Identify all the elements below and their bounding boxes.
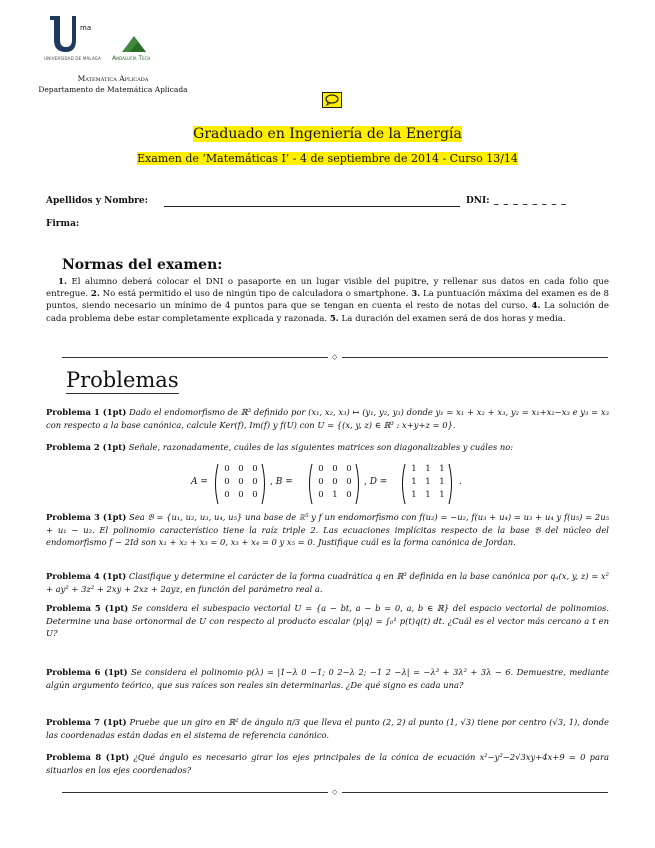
degree-title-row xyxy=(0,126,655,142)
matrices-row xyxy=(0,462,655,506)
matrix-b-cell: 1 xyxy=(332,490,338,500)
exam-title: Examen de ‘Matemáticas I’ - 4 de septiembre de 2014 - Curso 13/14 xyxy=(137,152,518,165)
problems-heading: Problemas xyxy=(66,368,179,392)
rules-text xyxy=(46,276,609,325)
matrix-d-cell: 1 xyxy=(439,477,445,487)
rule-num-2: 2. xyxy=(90,289,100,300)
matrix-b-cell: 0 xyxy=(346,464,352,474)
separator-bottom xyxy=(62,788,608,796)
matrix-a-cell: 0 xyxy=(252,477,258,487)
problem-2-label: Problema 2 (1pt) xyxy=(46,442,127,452)
matrices-end: . xyxy=(459,477,462,487)
matrix-d-label: , D = xyxy=(364,477,388,487)
matrix-d xyxy=(399,462,455,506)
separator-glyph-bottom: ◇ xyxy=(332,788,338,796)
separator-top xyxy=(62,353,608,361)
signature-label: Firma: xyxy=(46,219,80,229)
problem-5 xyxy=(46,602,609,640)
matrix-a-cell: 0 xyxy=(224,464,230,474)
matrix-b-cell: 0 xyxy=(346,490,352,500)
exam-title-row xyxy=(0,152,655,165)
problem-1 xyxy=(46,406,609,431)
separator-glyph: ◇ xyxy=(332,353,338,361)
matrix-a-cell: 0 xyxy=(238,490,244,500)
rule-5: La duración del examen será de dos horas y media. xyxy=(338,313,566,324)
matrix-d-cell: 1 xyxy=(425,490,431,500)
name-label: Apellidos y Nombre: xyxy=(46,196,148,206)
matrix-b-label: , B = xyxy=(270,477,293,487)
comment-note-icon[interactable] xyxy=(322,92,342,108)
problem-5-label: Problema 5 (1pt) xyxy=(46,603,129,613)
rule-num-3: 3. xyxy=(411,289,421,300)
problem-5-text: Se considera el subespacio vectorial U = {a − bt, a − b = 0, a, b ∈ ℝ} del espacio vectorial de polinomios. Determine una base ortonormal de U con respecto al producto escalar ⟨p|q⟩ = ∫₀¹ p(t)q(t) dt. ¿Cuál es el vector más cercano a t en U? xyxy=(46,603,609,639)
matrix-d-cell: 1 xyxy=(425,477,431,487)
matrix-d-cell: 1 xyxy=(439,464,445,474)
matrix-b-cell: 0 xyxy=(346,477,352,487)
matrix-d-cell: 1 xyxy=(411,477,417,487)
problem-4-label: Problema 4 (1pt) xyxy=(46,571,127,581)
uma-logo-label: ma xyxy=(80,24,92,32)
matrix-b-cell: 0 xyxy=(318,490,324,500)
problem-2 xyxy=(46,441,609,454)
rules-heading: Normas del examen: xyxy=(62,257,223,273)
dni-blanks[interactable]: _ _ _ _ _ _ _ _ xyxy=(494,196,567,206)
matrix-a-cell: 0 xyxy=(224,490,230,500)
matrix-b xyxy=(306,462,362,506)
problem-1-text: Dado el endomorfismo de ℝ³ definido por (x₁, x₂, x₃) ↦ (y₁, y₂, y₃) donde y₁ = x₁ + x₂ + x₃, y₂ = x₁+x₂−x₃ e y₃ = x₃ con respecto a la base canónica, calcule Ker(f), Im(f) y f(U) con U = {(x, y, z) ∈ ℝ³ : x+y+z = 0}. xyxy=(46,407,609,430)
matrix-b-cell: 0 xyxy=(332,477,338,487)
matrix-d-cell: 1 xyxy=(425,464,431,474)
problem-7 xyxy=(46,716,609,741)
dni-label: DNI: xyxy=(466,196,490,206)
rule-num-5: 5. xyxy=(329,313,339,324)
andalucia-tech-logo xyxy=(112,30,182,64)
problem-4 xyxy=(46,570,609,595)
dept-line-1: Matemática Aplicada xyxy=(77,74,149,83)
matrix-a-cell: 0 xyxy=(238,464,244,474)
problem-6 xyxy=(46,666,609,691)
problem-3-text: Sea 𝔅 = {u₁, u₂, u₃, u₄, u₅} una base de ℝ⁵ y f un endomorfismo con f(u₂) = −u₂, f(u₃ + u₄) = u₃ + u₄ y f(u₅) = 2u₅ + u₁ − u₂. El polinomio característico tiene la raíz triple 2. Las ecuaciones implícitas respecto de la base 𝔅 del núcleo del endomorfismo f − 2Id son x₁ + x₂ + x₃ = 0, x₃ + x₄ = 0 y x₅ = 0. Justifique cuál es la forma canónica de Jordan. xyxy=(46,512,609,548)
rule-2: No está permitido el uso de ningún tipo de calculadora o smartphone. xyxy=(99,289,412,300)
uma-logo-text: UNIVERSIDAD DE MÁLAGA xyxy=(44,56,102,61)
matrix-a-cell: 0 xyxy=(252,464,258,474)
problem-7-label: Problema 7 (1pt) xyxy=(46,717,127,727)
matrix-b-cell: 0 xyxy=(318,477,324,487)
rule-num-4: 4. xyxy=(531,301,541,312)
name-line[interactable] xyxy=(164,206,460,207)
matrix-d-cell: 1 xyxy=(411,490,417,500)
rule-1: El alumno deberá colocar el DNI o pasaporte en un lugar visible del pupitre, y rellenar sus datos en cada folio que entregue. xyxy=(46,277,609,300)
problem-2-text: Señale, razonadamente, cuáles de las siguientes matrices son diagonalizables y cuáles no: xyxy=(128,442,514,452)
rule-3: La puntuación máxima del examen es de 8 puntos, siendo necesario un mínimo de 4 puntos para que se tengan en cuenta el resto de notas del curso. xyxy=(46,289,609,312)
matrix-a xyxy=(212,462,268,506)
degree-title: Graduado en Ingeniería de la Energía xyxy=(193,126,462,142)
dept-line-2: Departamento de Matemática Aplicada xyxy=(38,85,188,94)
problem-8-label: Problema 8 (1pt) xyxy=(46,752,130,762)
matrix-d-cell: 1 xyxy=(439,490,445,500)
matrix-b-cell: 0 xyxy=(318,464,324,474)
matrix-a-cell: 0 xyxy=(252,490,258,500)
rule-num-1: 1. xyxy=(58,277,67,287)
matrix-a-label: A = xyxy=(191,477,208,487)
problem-6-label: Problema 6 (1pt) xyxy=(46,667,128,677)
andalucia-tech-text: Andalucía Tech xyxy=(112,55,151,62)
problem-6-text: Se considera el polinomio p(λ) = |1−λ 0 −1; 0 2−λ 2; −1 2 −λ| = −λ³ + 3λ² + 3λ − 6. Demuestre, mediante algún argumento teórico, que sus raíces son reales sin determinarlas. ¿De qué signo es cada una? xyxy=(46,667,609,690)
matrix-a-cell: 0 xyxy=(238,477,244,487)
matrix-a-cell: 0 xyxy=(224,477,230,487)
problem-8 xyxy=(46,751,609,776)
problem-3 xyxy=(46,511,609,549)
rule-4: La solución de cada problema debe estar completamente explicada y razonada. xyxy=(46,301,610,324)
department-block xyxy=(28,73,198,95)
problem-8-text: ¿Qué ángulo es necesario girar los ejes principales de la cónica de ecuación x²−y²−2√3xy+4x+9 = 0 para situarlos en los ejes coordenados? xyxy=(46,752,609,775)
problem-4-text: Clasifique y determine el carácter de la forma cuadrática q en ℝ³ definida en la base canónica por qₐ(x, y, z) = x² + ay² + 3z² + 2xy + 2xz + 2ayz, en función del parámetro real a. xyxy=(46,571,609,594)
problem-7-text: Pruebe que un giro en ℝ² de ángulo π/3 que lleva el punto (2, 2) al punto (1, √3) tiene por centro (√3, 1), donde las coordenadas están dadas en el sistema de referencia canónico. xyxy=(46,717,609,740)
matrix-d-cell: 1 xyxy=(411,464,417,474)
problem-1-label: Problema 1 (1pt) xyxy=(46,407,127,417)
matrix-b-cell: 0 xyxy=(332,464,338,474)
problem-3-label: Problema 3 (1pt) xyxy=(46,512,127,522)
